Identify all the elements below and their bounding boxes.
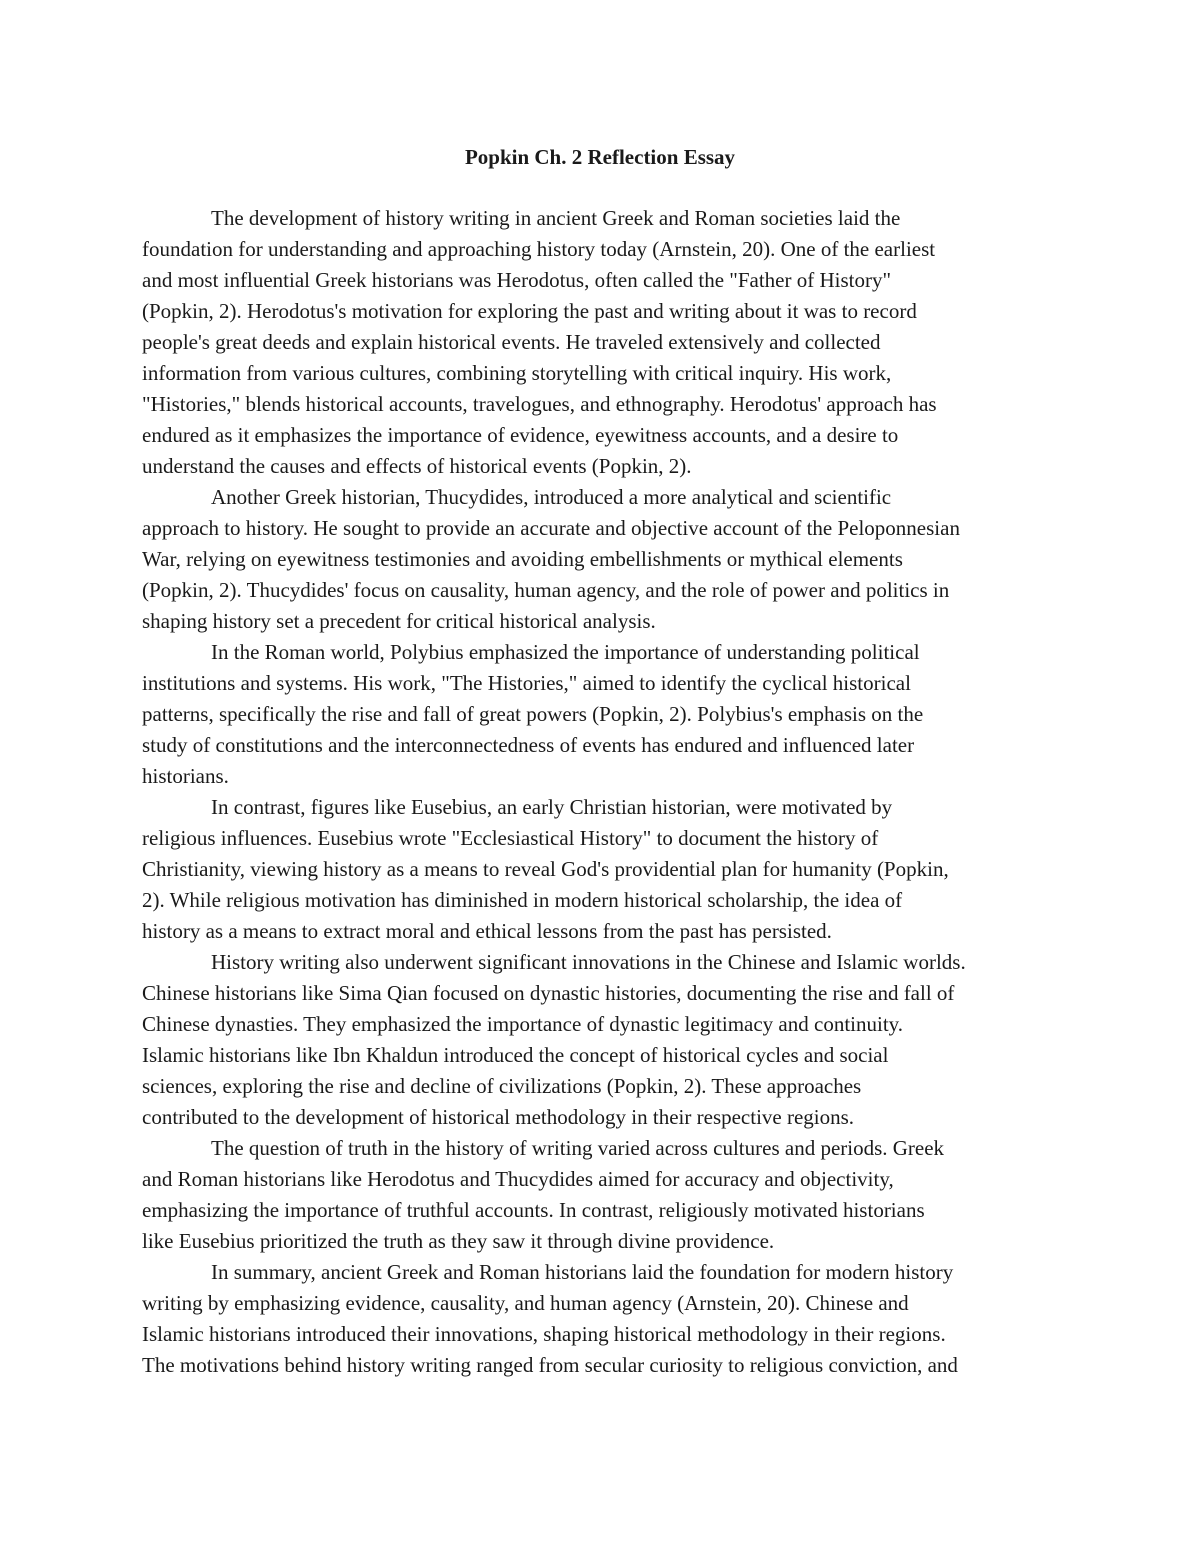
text-line: people's great deeds and explain historical events. He traveled extensively and collected [142, 330, 881, 354]
text-line: patterns, specifically the rise and fall of great powers (Popkin, 2). Polybius's emphasis on the [142, 702, 924, 726]
paragraph-first-line: In contrast, figures like Eusebius, an early Christian historian, were motivated by [211, 795, 893, 819]
text-line: like Eusebius prioritized the truth as they saw it through divine providence. [142, 1229, 775, 1253]
paragraph-first-line: In the Roman world, Polybius emphasized the importance of understanding political [211, 640, 920, 664]
text-line: Islamic historians like Ibn Khaldun introduced the concept of historical cycles and social [142, 1043, 889, 1067]
text-line: endured as it emphasizes the importance of evidence, eyewitness accounts, and a desire to [142, 423, 899, 447]
paragraph-first-line: Another Greek historian, Thucydides, introduced a more analytical and scientific [211, 485, 892, 509]
text-line: Chinese dynasties. They emphasized the importance of dynastic legitimacy and continuity. [142, 1012, 904, 1036]
text-line: writing by emphasizing evidence, causality, and human agency (Arnstein, 20). Chinese and [142, 1291, 909, 1315]
text-line: contributed to the development of historical methodology in their respective regions. [142, 1105, 855, 1129]
text-line: information from various cultures, combining storytelling with critical inquiry. His work, [142, 361, 892, 385]
text-line: foundation for understanding and approaching history today (Arnstein, 20). One of the earliest [142, 237, 936, 261]
text-line: emphasizing the importance of truthful accounts. In contrast, religiously motivated historians [142, 1198, 925, 1222]
text-line: approach to history. He sought to provide an accurate and objective account of the Peloponnesian [142, 516, 960, 540]
text-line: (Popkin, 2). Herodotus's motivation for exploring the past and writing about it was to record [142, 299, 917, 323]
text-line: and most influential Greek historians was Herodotus, often called the "Father of History" [142, 268, 892, 292]
paragraph-first-line: History writing also underwent significant innovations in the Chinese and Islamic worlds. [211, 950, 966, 974]
text-line: Islamic historians introduced their innovations, shaping historical methodology in their regions. [142, 1322, 946, 1346]
text-line: "Histories," blends historical accounts, travelogues, and ethnography. Herodotus' approach has [142, 392, 937, 416]
text-line: study of constitutions and the interconnectedness of events has endured and influenced later [142, 733, 915, 757]
text-line: Christianity, viewing history as a means to reveal God's providential plan for humanity (Popkin, [142, 857, 949, 881]
text-line: The motivations behind history writing ranged from secular curiosity to religious conviction, and [142, 1353, 958, 1377]
text-line: sciences, exploring the rise and decline of civilizations (Popkin, 2). These approaches [142, 1074, 862, 1098]
text-line: Chinese historians like Sima Qian focused on dynastic histories, documenting the rise and fall of [142, 981, 955, 1005]
text-line: (Popkin, 2). Thucydides' focus on causality, human agency, and the role of power and politics in [142, 578, 950, 602]
text-line: institutions and systems. His work, "The Histories," aimed to identify the cyclical historical [142, 671, 911, 695]
text-line: and Roman historians like Herodotus and Thucydides aimed for accuracy and objectivity, [142, 1167, 894, 1191]
text-line: War, relying on eyewitness testimonies and avoiding embellishments or mythical elements [142, 547, 903, 571]
essay-body [142, 203, 1062, 1381]
text-line: religious influences. Eusebius wrote "Ecclesiastical History" to document the history of [142, 826, 879, 850]
essay-title: Popkin Ch. 2 Reflection Essay [464, 145, 736, 169]
text-line: historians. [142, 764, 229, 788]
paragraph-first-line: The development of history writing in ancient Greek and Roman societies laid the [211, 206, 901, 230]
paragraph-first-line: The question of truth in the history of writing varied across cultures and periods. Greek [211, 1136, 945, 1160]
text-line: understand the causes and effects of historical events (Popkin, 2). [142, 454, 692, 478]
paragraph-first-line: In summary, ancient Greek and Roman historians laid the foundation for modern history [211, 1260, 954, 1284]
text-line: history as a means to extract moral and ethical lessons from the past has persisted. [142, 919, 832, 943]
text-line: shaping history set a precedent for critical historical analysis. [142, 609, 656, 633]
text-line: 2). While religious motivation has diminished in modern historical scholarship, the idea of [142, 888, 903, 912]
